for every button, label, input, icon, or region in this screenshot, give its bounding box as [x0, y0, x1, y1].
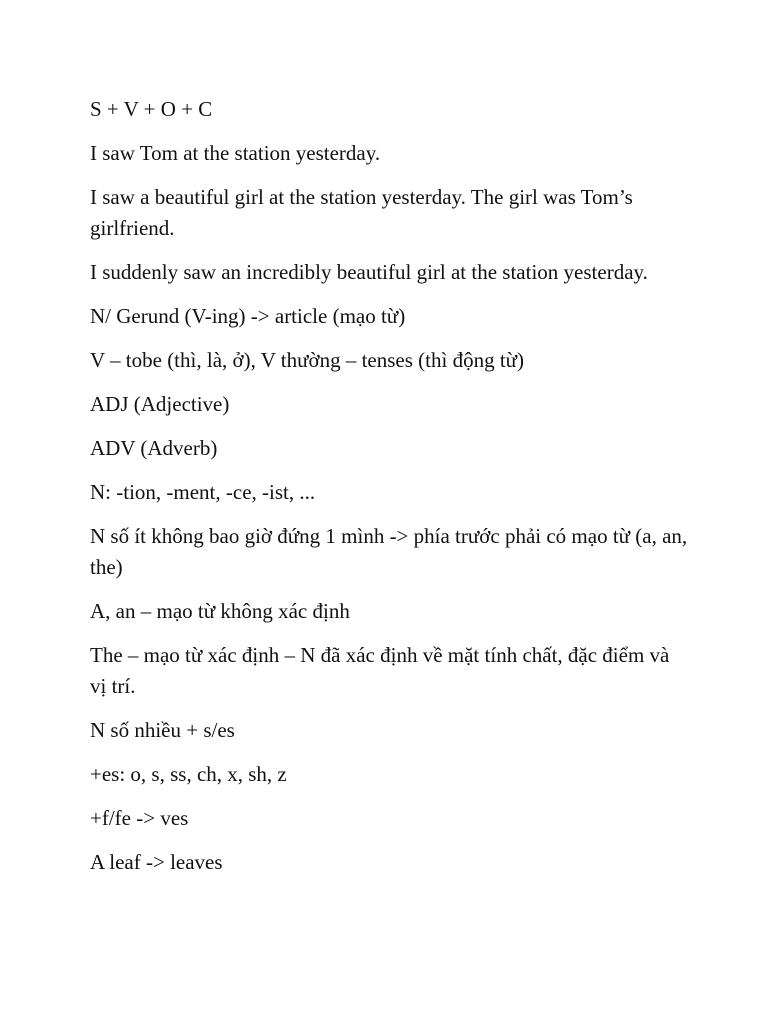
formula-line: S + V + O + C: [90, 97, 213, 121]
note-plural-noun: N số nhiều + s/es: [90, 718, 235, 742]
example-sentence-1: I saw Tom at the station yesterday.: [90, 141, 381, 165]
note-adverb: ADV (Adverb): [90, 436, 218, 460]
example-sentence-3: I suddenly saw an incredibly beautiful girl at the station yesterday.: [90, 260, 648, 284]
note-leaf-example: A leaf -> leaves: [90, 850, 223, 874]
note-indefinite-article: A, an – mạo từ không xác định: [90, 599, 350, 623]
note-singular-noun: N số ít không bao giờ đứng 1 mình -> phía trước phải có mạo từ (a, an, the): [90, 524, 688, 579]
note-definite-article: The – mạo từ xác định – N đã xác định về mặt tính chất, đặc điểm và vị trí.: [90, 643, 670, 698]
note-noun-gerund: N/ Gerund (V-ing) -> article (mạo từ): [90, 304, 406, 328]
note-f-fe-rule: +f/fe -> ves: [90, 806, 189, 830]
note-es-endings: +es: o, s, ss, ch, x, sh, z: [90, 762, 287, 786]
note-adjective: ADJ (Adjective): [90, 392, 230, 416]
document-body: [90, 94, 690, 891]
note-verb: V – tobe (thì, là, ở), V thường – tenses (thì động từ): [90, 348, 525, 372]
note-noun-suffixes: N: -tion, -ment, -ce, -ist, ...: [90, 480, 316, 504]
example-sentence-2: I saw a beautiful girl at the station yesterday. The girl was Tom’s girlfriend.: [90, 185, 633, 240]
